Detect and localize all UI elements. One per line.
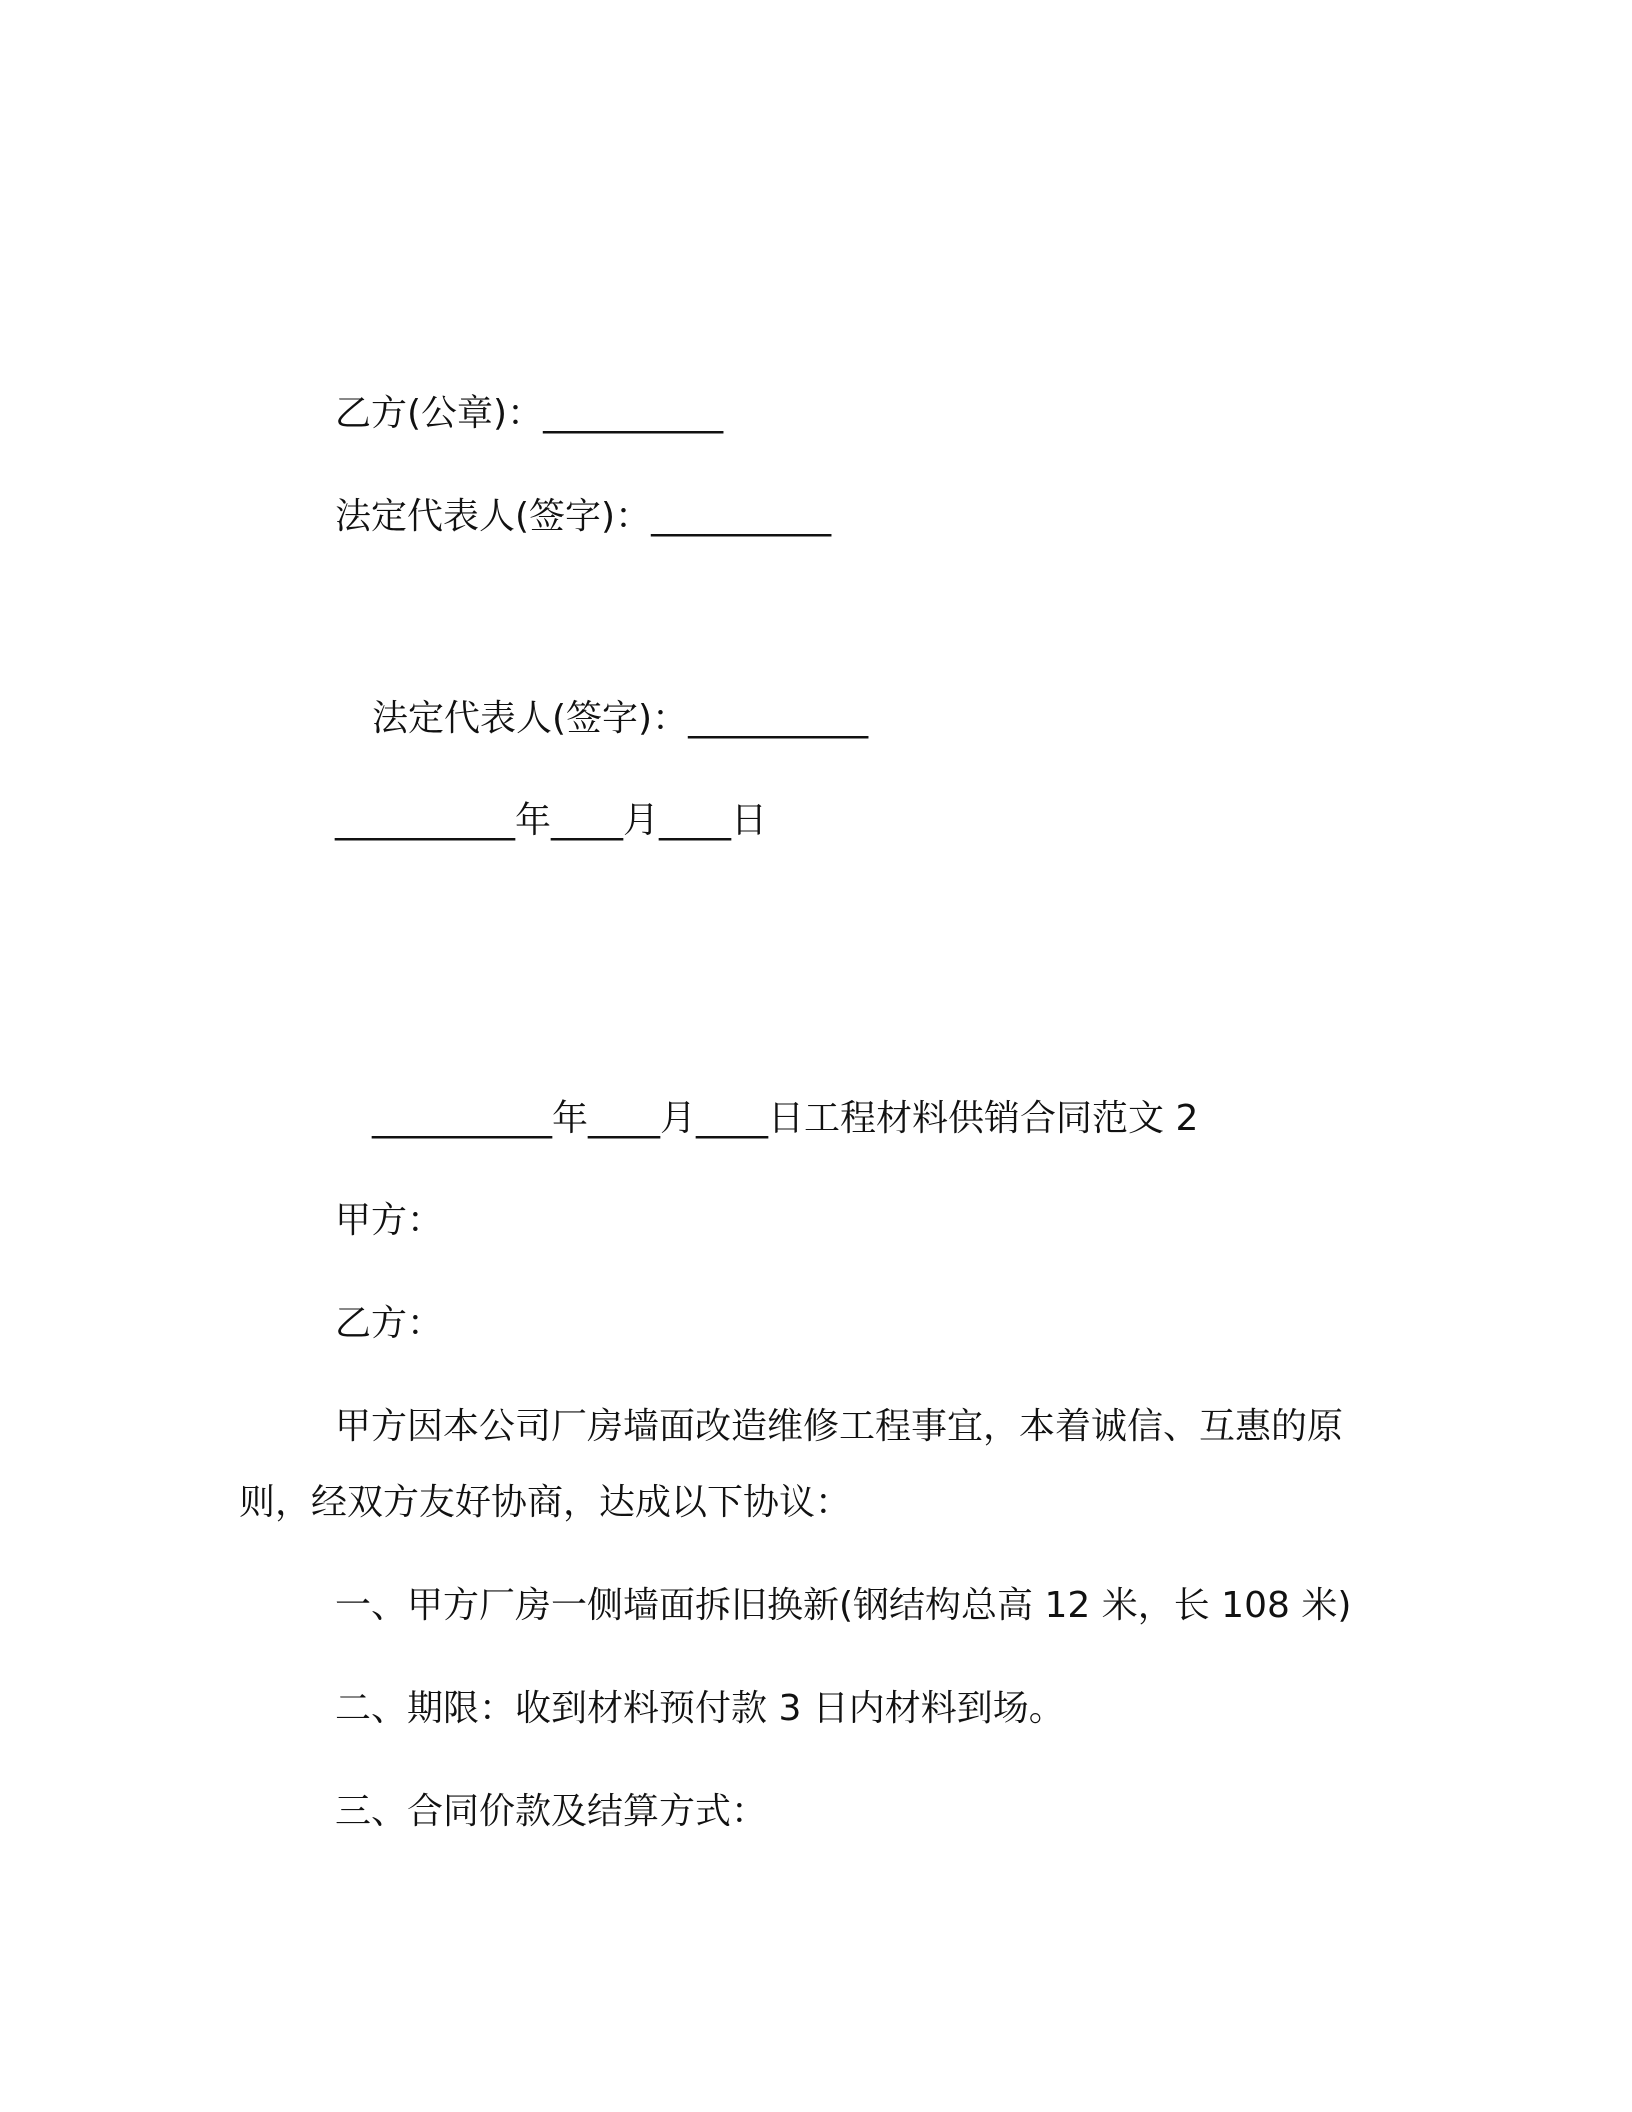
clause-1: 一、甲方厂房一侧墙面拆旧换新(钢结构总高 12 米，长 108 米)	[335, 1585, 1352, 1626]
legal-rep-signature-line-2: 法定代表人(签字)：__________	[372, 698, 869, 739]
contract-title: __________年____月____日工程材料供销合同范文 2	[372, 1098, 1199, 1139]
legal-rep-signature-line: 法定代表人(签字)：__________	[335, 496, 832, 537]
party-a-label: 甲方：	[335, 1200, 444, 1241]
party-b-seal-line: 乙方(公章)：__________	[335, 393, 724, 434]
intro-paragraph-line-1: 甲方因本公司厂房墙面改造维修工程事宜，本着诚信、互惠的原	[335, 1406, 1344, 1447]
intro-paragraph-line-2: 则，经双方友好协商，达成以下协议：	[239, 1482, 852, 1523]
clause-2: 二、期限：收到材料预付款 3 日内材料到场。	[335, 1688, 1065, 1729]
date-line: __________年____月____日	[335, 800, 767, 841]
clause-3: 三、合同价款及结算方式：	[335, 1791, 768, 1832]
party-b-label: 乙方：	[335, 1303, 444, 1344]
